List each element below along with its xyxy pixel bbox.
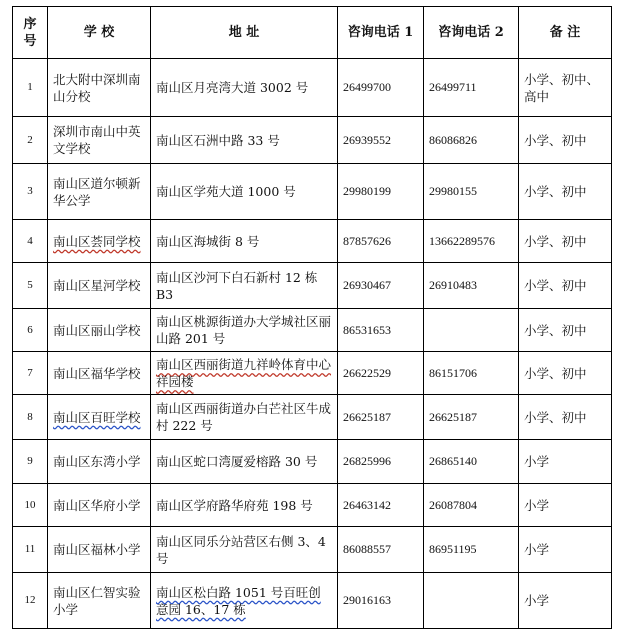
table-row	[13, 117, 612, 164]
cell-school: 南山区仁智实验小学	[48, 573, 151, 629]
cell-seq: 11	[13, 527, 48, 573]
cell-seq: 8	[13, 395, 48, 440]
cell-phone2	[424, 573, 519, 629]
cell-address	[151, 352, 338, 395]
table-row	[13, 527, 612, 573]
cell-phone1: 26825996	[338, 440, 424, 484]
cell-seq: 2	[13, 117, 48, 164]
table-row	[13, 220, 612, 263]
cell-school-text: 南山区百旺学校	[53, 409, 141, 425]
cell-seq: 12	[13, 573, 48, 629]
table-row	[13, 395, 612, 440]
table-row	[13, 440, 612, 484]
cell-remark: 小学、初中	[519, 164, 612, 220]
cell-phone1: 86088557	[338, 527, 424, 573]
cell-school	[48, 220, 151, 263]
cell-seq: 7	[13, 352, 48, 395]
cell-phone2: 26499711	[424, 59, 519, 117]
cell-address: 南山区西丽街道办白芒社区牛成村 222 号	[151, 395, 338, 440]
header-seq: 序号	[13, 7, 48, 59]
cell-seq: 6	[13, 309, 48, 352]
table-row	[13, 164, 612, 220]
cell-address: 南山区海城街 8 号	[151, 220, 338, 263]
cell-remark: 小学、初中	[519, 263, 612, 309]
cell-phone1: 29016163	[338, 573, 424, 629]
cell-phone1: 86531653	[338, 309, 424, 352]
table-row	[13, 573, 612, 629]
cell-address	[151, 573, 338, 629]
header-school: 学 校	[48, 7, 151, 59]
cell-address: 南山区学苑大道 1000 号	[151, 164, 338, 220]
cell-remark: 小学	[519, 527, 612, 573]
cell-seq: 1	[13, 59, 48, 117]
cell-address-text: 南山区松白路 1051 号百旺创意园 16、17 栋	[156, 584, 321, 617]
cell-phone2: 26865140	[424, 440, 519, 484]
cell-school: 南山区星河学校	[48, 263, 151, 309]
cell-phone2: 86151706	[424, 352, 519, 395]
cell-phone2: 86951195	[424, 527, 519, 573]
cell-phone2	[424, 309, 519, 352]
cell-school: 南山区福林小学	[48, 527, 151, 573]
cell-seq: 5	[13, 263, 48, 309]
cell-remark: 小学、初中	[519, 117, 612, 164]
cell-phone2: 13662289576	[424, 220, 519, 263]
cell-phone2: 86086826	[424, 117, 519, 164]
cell-phone1: 26499700	[338, 59, 424, 117]
cell-phone1: 87857626	[338, 220, 424, 263]
header-phone1: 咨询电话 1	[338, 7, 424, 59]
cell-school-text: 南山区荟同学校	[53, 233, 141, 249]
cell-address: 南山区月亮湾大道 3002 号	[151, 59, 338, 117]
school-table	[12, 6, 612, 629]
cell-school: 北大附中深圳南山分校	[48, 59, 151, 117]
cell-address: 南山区桃源街道办大学城社区丽山路 201 号	[151, 309, 338, 352]
cell-seq: 10	[13, 484, 48, 527]
cell-school: 南山区东湾小学	[48, 440, 151, 484]
cell-school: 南山区华府小学	[48, 484, 151, 527]
cell-seq: 3	[13, 164, 48, 220]
cell-school: 南山区道尔顿新华公学	[48, 164, 151, 220]
table-row	[13, 59, 612, 117]
cell-phone1: 26930467	[338, 263, 424, 309]
header-phone2: 咨询电话 2	[424, 7, 519, 59]
school-table-sheet	[12, 6, 612, 629]
cell-seq: 4	[13, 220, 48, 263]
cell-remark: 小学、初中	[519, 220, 612, 263]
cell-phone2: 26910483	[424, 263, 519, 309]
cell-remark: 小学、初中	[519, 352, 612, 395]
cell-phone2: 29980155	[424, 164, 519, 220]
cell-remark: 小学、初中	[519, 309, 612, 352]
table-row	[13, 309, 612, 352]
header-row	[13, 7, 612, 59]
cell-school: 深圳市南山中英文学校	[48, 117, 151, 164]
table-row	[13, 352, 612, 395]
cell-phone1: 26622529	[338, 352, 424, 395]
cell-remark: 小学	[519, 484, 612, 527]
cell-school: 南山区丽山学校	[48, 309, 151, 352]
cell-phone1: 26625187	[338, 395, 424, 440]
cell-remark: 小学	[519, 573, 612, 629]
cell-phone1: 26463142	[338, 484, 424, 527]
cell-address: 南山区同乐分站营区右侧 3、4 号	[151, 527, 338, 573]
cell-phone2: 26625187	[424, 395, 519, 440]
header-address: 地 址	[151, 7, 338, 59]
cell-address-text: 南山区西丽街道九祥岭体育中心祥园楼	[156, 357, 332, 389]
cell-school: 南山区福华学校	[48, 352, 151, 395]
cell-address: 南山区石洲中路 33 号	[151, 117, 338, 164]
cell-phone1: 29980199	[338, 164, 424, 220]
table-row	[13, 484, 612, 527]
cell-remark: 小学	[519, 440, 612, 484]
table-row	[13, 263, 612, 309]
cell-phone1: 26939552	[338, 117, 424, 164]
cell-remark: 小学、初中、高中	[519, 59, 612, 117]
cell-school	[48, 395, 151, 440]
cell-seq: 9	[13, 440, 48, 484]
cell-phone2: 26087804	[424, 484, 519, 527]
cell-address: 南山区蛇口湾厦爱榕路 30 号	[151, 440, 338, 484]
cell-address: 南山区学府路华府苑 198 号	[151, 484, 338, 527]
cell-remark: 小学、初中	[519, 395, 612, 440]
header-remark: 备 注	[519, 7, 612, 59]
cell-address: 南山区沙河下白石新村 12 栋 B3	[151, 263, 338, 309]
